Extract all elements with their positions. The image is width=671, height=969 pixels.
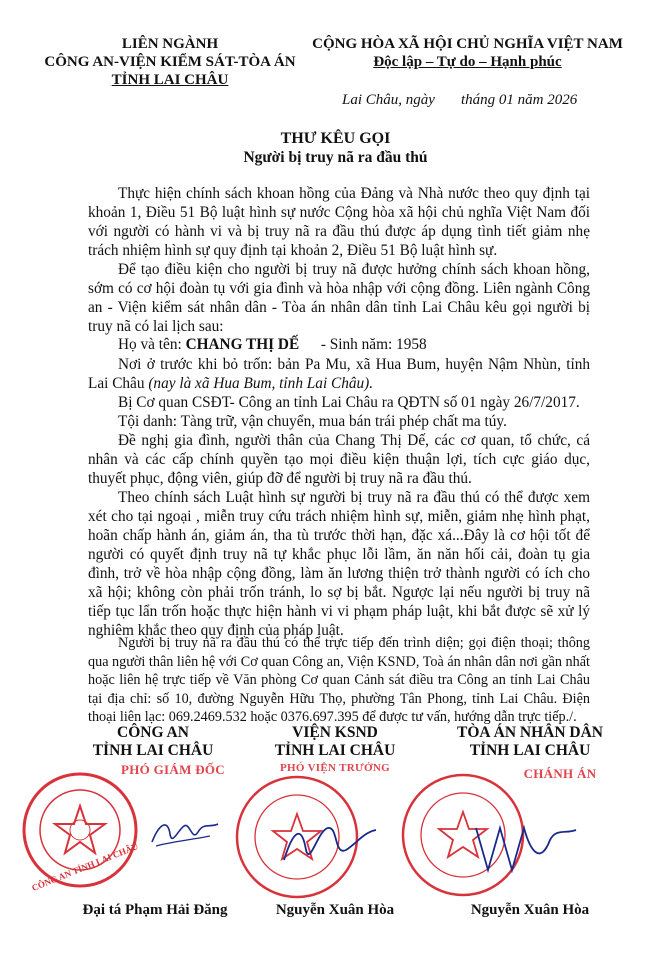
paragraph-5: Người bị truy nã ra đầu thú có thể trực tiếp đến trình diện; gọi điện thoại; thông qua người thân liên hệ với Cơ quan Công an, Viện KSND, Toà án nhân dân nơi gần nhất hoặc liên hệ trực tiếp về Văn phòng Cơ quan Cảnh sát điều tra Công an tỉnh Lai Châu tại địa chỉ: số 10, đường Nguyễn Hữu Thọ, phường Tân Phong, tỉnh Lai Châu. Điện thoại liên lạc: 069.2469.532 hoặc 0376.697.395 để được tư vấn, hướng dẫn trực tiếp./. [88, 635, 590, 725]
issuer-line-3: TỈNH LAI CHÂU [111, 72, 229, 88]
date-place: Lai Châu, ngày tháng 01 năm 2026 [342, 92, 578, 108]
decision-line: Bị Cơ quan CSĐT- Công an tỉnh Lai Châu ra QĐTN số 01 ngày 26/7/2017. [118, 394, 580, 411]
motto: Độc lập – Tự do – Hạnh phúc [373, 54, 562, 70]
wanted-person-line: Họ và tên: CHANG THỊ DẾ - Sinh năm: 1958 [118, 336, 427, 353]
paragraph-2: Để tạo điều kiện cho người bị truy nã được hưởng chính sách khoan hồng, sớm có cơ hội đoàn tụ với gia đình và hòa nhập với cộng đồng. Liên ngành Công an - Viện kiểm sát nhân dân - Tòa án nhân dân tỉnh Lai Châu kêu gọi người bị truy nã có lai lịch sau: [88, 261, 590, 335]
sig3-org-1: TÒA ÁN NHÂN DÂN [457, 724, 603, 741]
sig1-role: PHÓ GIÁM ĐỐC [121, 762, 225, 777]
sig3-role: CHÁNH ÁN [523, 766, 597, 781]
crime-line: Tội danh: Tàng trữ, vận chuyển, mua bán trái phép chất ma túy. [118, 413, 507, 430]
document-title: THƯ KÊU GỌI [280, 130, 391, 147]
document-subtitle: Người bị truy nã ra đầu thú [243, 149, 428, 166]
birth-year: - Sinh năm: 1958 [320, 336, 427, 353]
seal-1-text: CÔNG AN TỈNH LAI CHÂU [30, 841, 140, 893]
wanted-person-name: CHANG THỊ DẾ [185, 336, 300, 353]
signature-3-icon [470, 820, 580, 880]
sig1-org-1: CÔNG AN [117, 724, 189, 741]
paragraph-3: Đề nghị gia đình, người thân của Chang Thị Dế, các cơ quan, tổ chức, cá nhân và các cấp chính quyền tạo mọi điều kiện thuận lợi, tích cực giáo dục, thuyết phục, động viên, giúp đỡ để người bị truy nã ra đầu thú. [88, 432, 590, 487]
signature-1-icon [150, 812, 220, 852]
issuer-line-2: CÔNG AN-VIỆN KIỂM SÁT-TÒA ÁN [44, 54, 296, 70]
sig2-org-1: VIỆN KSND [292, 724, 378, 741]
country-name: CỘNG HÒA XÃ HỘI CHỦ NGHĨA VIỆT NAM [312, 36, 623, 52]
residence: Nơi ở trước khi bỏ trốn: bản Pa Mu, xã Hua Bum, huyện Nậm Nhùn, tỉnh Lai Châu (nay là xã Hua Bum, tỉnh Lai Châu). [88, 356, 590, 392]
sig2-role: PHÓ VIỆN TRƯỞNG [279, 762, 391, 774]
sig1-org-2: TỈNH LAI CHÂU [92, 742, 214, 759]
sig1-name: Đại tá Phạm Hải Đăng [82, 902, 228, 918]
issuer-line-1: LIÊN NGÀNH [121, 36, 219, 52]
sig2-name: Nguyễn Xuân Hòa [275, 902, 395, 918]
paragraph-4: Theo chính sách Luật hình sự người bị truy nã ra đầu thú có thể được xem xét cho tại ngoại , miễn truy cứu trách nhiệm hình sự, miễn, giảm nhẹ hình phạt, hoãn chấp hành án, giảm án, tha tù trước thời hạn, đặc xá...Đây là cơ hội tốt để người có quyết định truy nã tự khắc phục lỗi lầm, ăn năn hối cải, đoàn tụ gia đình, trở về hòa nhập cộng đồng, làm ăn lương thiện trở thành người có ích cho xã hội; không còn phải trốn tránh, lo sợ bị bắt. Ngược lại nếu người bị truy nã tiếp tục lẩn trốn hoặc thực hiện hành vi vi phạm pháp luật, khi bắt được sẽ xử lý nghiêm khắc theo quy định của pháp luật. [88, 489, 590, 639]
sig2-org-2: TỈNH LAI CHÂU [274, 742, 396, 759]
sig3-org-2: TỈNH LAI CHÂU [469, 742, 591, 759]
sig3-name: Nguyễn Xuân Hòa [470, 902, 590, 918]
paragraph-1: Thực hiện chính sách khoan hồng của Đảng và Nhà nước theo quy định tại khoản 1, Điều 51 Bộ luật hình sự nước Cộng hòa xã hội chủ nghĩa Việt Nam đối với người có hành vi và bị truy nã ra đầu thú được áp dụng tình tiết giảm nhẹ trách nhiệm hình sự quy định tại khoản 2, Điều 51 Bộ luật hình sự. [88, 185, 590, 259]
signature-2-icon [280, 820, 380, 870]
